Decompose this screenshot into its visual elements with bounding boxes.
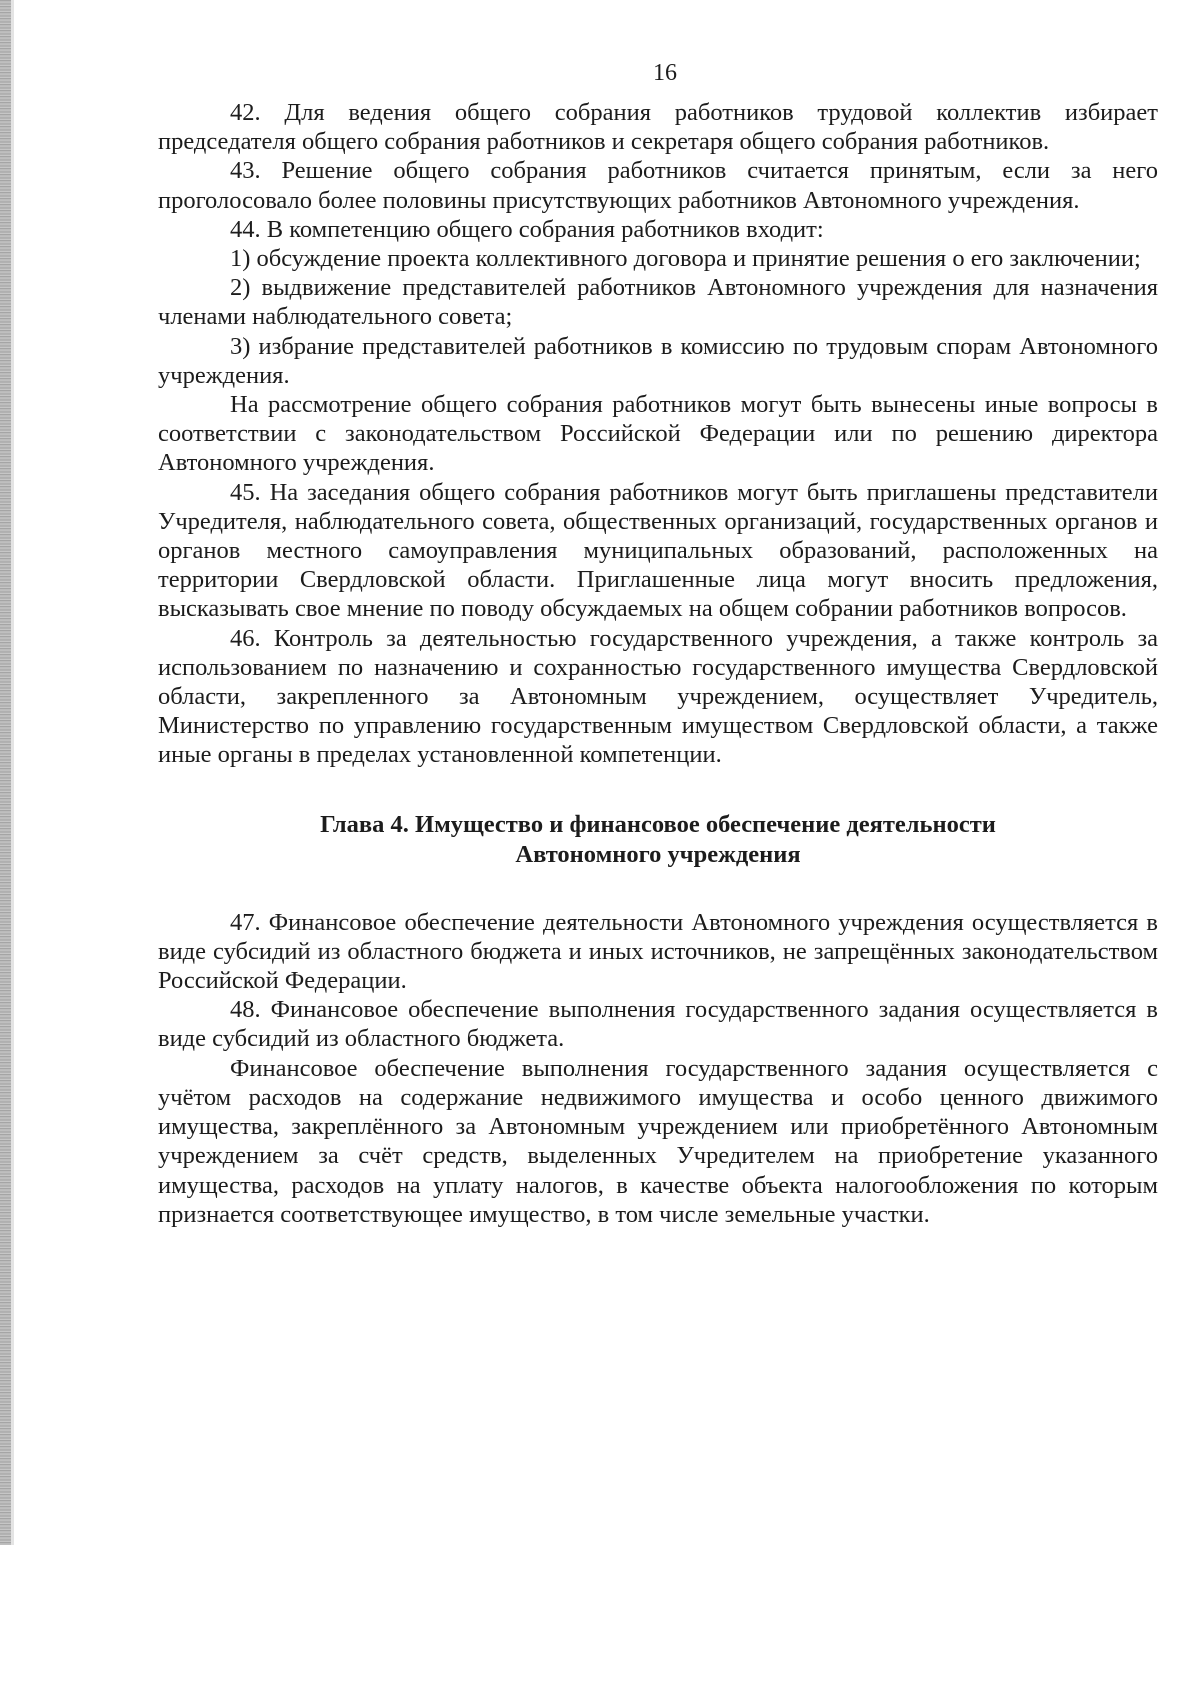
paragraph-48: 48. Финансовое обеспечение выполнения государственного задания осуществляется в виде субсидий из областного бюджета.	[158, 996, 1158, 1053]
paragraph-44: 44. В компетенцию общего собрания работников входит:	[230, 215, 824, 243]
page-number: 16	[653, 60, 677, 86]
paragraph-46: 46. Контроль за деятельностью государственного учреждения, а также контроль за использованием по назначению и сохранностью государственного имущества Свердловской области, закрепленного за Автономным учреждением, осуществляет Учредитель, Министерство по управлению государственным имуществом Свердловской области, а также иные органы в пределах установленной компетенции.	[158, 624, 1158, 769]
document-body	[158, 98, 1158, 1229]
paragraph-financing-details: Финансовое обеспечение выполнения государственного задания осуществляется с учётом расходов на содержание недвижимого имущества и особо ценного движимого имущества, закреплённого за Автономным учреждением или приобретённого Автономным учреждением за счёт средств, выделенных Учредителем на приобретение указанного имущества, расходов на уплату налогов, в качестве объекта налогообложения по которым признается соответствующее имущество, в том числе земельные участки.	[158, 1054, 1158, 1228]
list-item-1: 1) обсуждение проекта коллективного договора и принятие решения о его заключении;	[230, 245, 1141, 273]
paragraph-43: 43. Решение общего собрания работников считается принятым, если за него проголосовало более половины присутствующих работников Автономного учреждения.	[158, 157, 1158, 214]
chapter-heading	[158, 810, 1158, 870]
paragraph-other-questions: На рассмотрение общего собрания работников могут быть вынесены иные вопросы в соответствии с законодательством Российской Федерации или по решению директора Автономного учреждения.	[158, 391, 1158, 477]
list-item-2: 2) выдвижение представителей работников Автономного учреждения для назначения членами наблюдательного совета;	[158, 274, 1158, 331]
list-item-3: 3) избрание представителей работников в комиссию по трудовым спорам Автономного учреждения.	[158, 332, 1158, 389]
chapter-heading-line-1: Глава 4. Имущество и финансовое обеспечение деятельности	[320, 810, 996, 838]
chapter-heading-line-2: Автономного учреждения	[515, 840, 801, 868]
paragraph-45: 45. На заседания общего собрания работников могут быть приглашены представители Учредителя, наблюдательного совета, общественных организаций, государственных органов и органов местного самоуправления муниципальных образований, расположенных на территории Свердловской области. Приглашенные лица могут вносить предложения, высказывать свое мнение по поводу обсуждаемых на общем собрании работников вопросов.	[158, 478, 1158, 623]
scan-edge-shadow	[0, 0, 11, 1545]
paragraph-47: 47. Финансовое обеспечение деятельности Автономного учреждения осуществляется в виде субсидий из областного бюджета и иных источников, не запрещённых законодательством Российской Федерации.	[158, 908, 1158, 995]
paragraph-42: 42. Для ведения общего собрания работников трудовой коллектив избирает председателя общего собрания работников и секретаря общего собрания работников.	[158, 99, 1158, 156]
scan-edge-highlight	[11, 0, 14, 1545]
